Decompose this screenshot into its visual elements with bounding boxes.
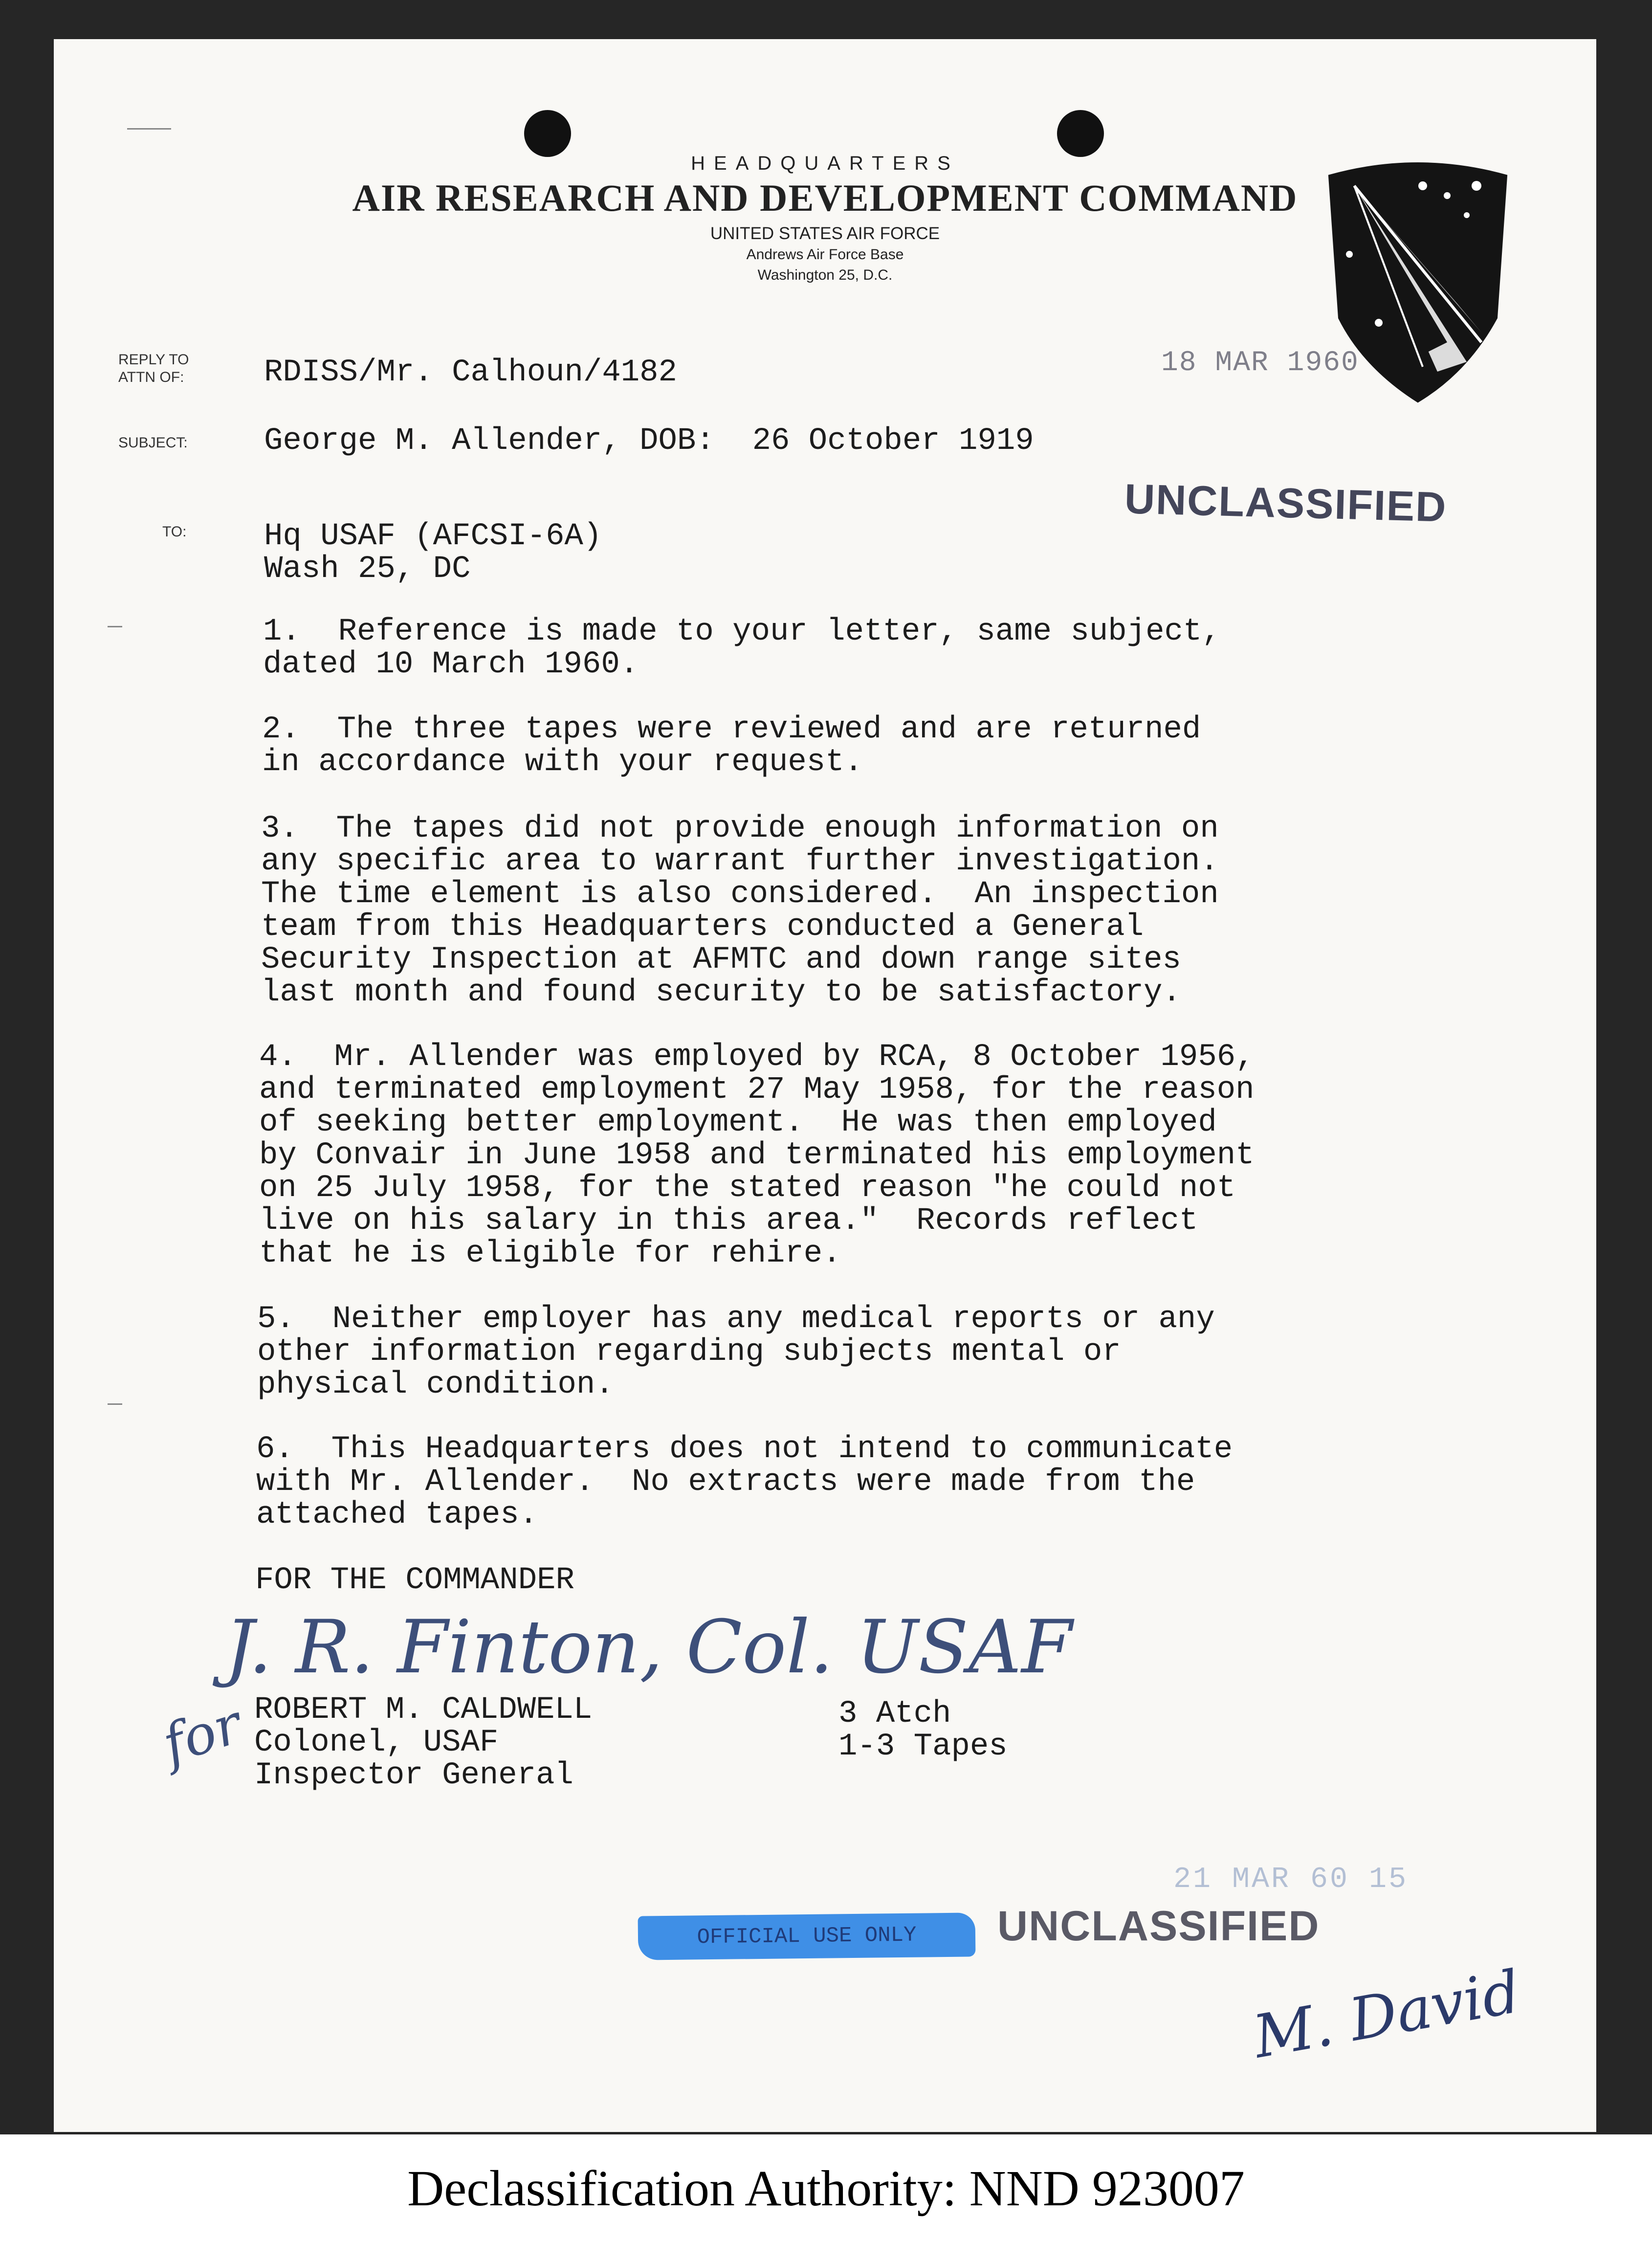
received-date-stamp: 18 MAR 1960: [1161, 347, 1359, 379]
attachment-count: 3 Atch: [838, 1696, 951, 1731]
to-label: TO:: [162, 524, 187, 540]
paragraph-line: The time element is also considered. An inspection: [261, 877, 1219, 912]
classification-stamp: UNCLASSIFIED: [997, 1903, 1320, 1950]
letterhead-city: Washington 25, D.C.: [757, 267, 893, 283]
paragraph-line: team from this Headquarters conducted a General: [261, 910, 1144, 945]
classification-stamp: UNCLASSIFIED: [1123, 475, 1448, 531]
reply-to-label: REPLY TO ATTN OF:: [118, 352, 189, 385]
letterhead-command: AIR RESEARCH AND DEVELOPMENT COMMAND: [352, 177, 1298, 219]
punch-hole: [1057, 110, 1104, 157]
margin-mark: [127, 128, 171, 130]
paragraph-line: dated 10 March 1960.: [263, 647, 639, 682]
paragraph-line: in accordance with your request.: [262, 745, 863, 780]
letterhead-service: UNITED STATES AIR FORCE: [710, 224, 940, 243]
paragraph-line: 2. The three tapes were reviewed and are returned: [262, 712, 1201, 747]
paragraph-line: by Convair in June 1958 and terminated his employment: [259, 1138, 1255, 1173]
paragraph-line: 6. This Headquarters does not intend to communicate: [256, 1432, 1233, 1467]
signer-name: ROBERT M. CALDWELL: [254, 1692, 593, 1728]
paragraph-line: live on his salary in this area." Records reflect: [259, 1203, 1198, 1239]
reply-to-value: RDISS/Mr. Calhoun/4182: [264, 355, 677, 390]
svg-text:M. David: M. David: [1248, 1958, 1525, 2072]
letter-page: [54, 39, 1596, 2132]
paragraph-line: 1. Reference is made to your letter, same subject,: [263, 614, 1221, 649]
paragraph-line: and terminated employment 27 May 1958, for the reason: [259, 1072, 1255, 1108]
paragraph-line: Security Inspection at AFMTC and down range sites: [261, 942, 1181, 977]
paragraph-line: physical condition.: [257, 1367, 614, 1402]
paragraph-line: 4. Mr. Allender was employed by RCA, 8 October 1956,: [259, 1040, 1255, 1075]
handwritten-initials: [1242, 1936, 1545, 2072]
subject-value: George M. Allender, DOB: 26 October 1919: [264, 423, 1034, 459]
paragraph-line: with Mr. Allender. No extracts were made from the: [256, 1465, 1195, 1500]
paragraph-line: any specific area to warrant further investigation.: [261, 844, 1219, 879]
declassification-footer: [0, 2134, 1652, 2242]
paragraph-line: attached tapes.: [256, 1497, 538, 1532]
letterhead-headquarters: HEADQUARTERS: [691, 153, 959, 174]
paragraph-line: of seeking better employment. He was then employed: [259, 1105, 1217, 1140]
official-use-stamp: OFFICIAL USE ONLY: [638, 1912, 976, 1960]
svg-text:J. R. Finton, Col. USAF: J. R. Finton, Col. USAF: [225, 1605, 1073, 1690]
margin-mark: [108, 1403, 122, 1405]
declassification-authority: Declassification Authority: NND 923007: [407, 2160, 1245, 2217]
attachment-list: 1-3 Tapes: [838, 1729, 1008, 1764]
punch-hole: [524, 110, 571, 157]
margin-mark: [108, 626, 122, 627]
signer-title: Inspector General: [254, 1758, 573, 1793]
letterhead-base: Andrews Air Force Base: [746, 246, 904, 263]
addressee-line: Hq USAF (AFCSI-6A): [264, 519, 602, 554]
signer-rank: Colonel, USAF: [254, 1725, 499, 1760]
paragraph-line: 5. Neither employer has any medical reports or any: [257, 1302, 1215, 1337]
subject-label: SUBJECT:: [118, 435, 188, 451]
addressee-line: Wash 25, DC: [264, 552, 471, 587]
paragraph-line: last month and found security to be satisfactory.: [261, 975, 1181, 1010]
paragraph-line: 3. The tapes did not provide enough information on: [261, 811, 1219, 846]
svg-text:for: for: [155, 1692, 249, 1776]
paragraph-line: that he is eligible for rehire.: [259, 1236, 841, 1271]
paragraph-line: other information regarding subjects mental or: [257, 1334, 1121, 1370]
closing: FOR THE COMMANDER: [255, 1563, 574, 1598]
paragraph-line: on 25 July 1958, for the stated reason "he could not: [259, 1171, 1236, 1206]
faint-stamp-impression: 21 MAR 60 15: [1173, 1863, 1409, 1896]
